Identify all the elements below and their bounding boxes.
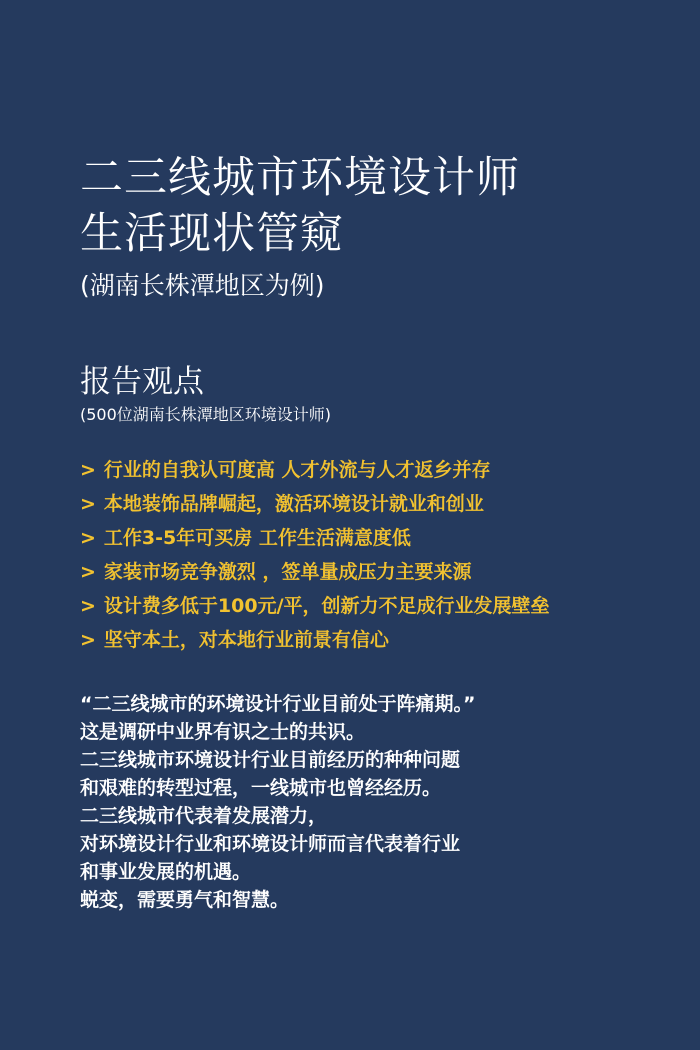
key-point-text: 行业的自我认可度高 人才外流与人才返乡并存 [103, 459, 491, 481]
key-point-text: 本地装饰品牌崛起，激活环境设计就业和创业 [103, 493, 484, 515]
quote-line: 二三线城市代表着发展潜力， [80, 805, 328, 827]
key-point [80, 521, 550, 555]
arrow-bullet-icon: > [80, 629, 96, 651]
key-point-text: 设计费多低于100元/平，创新力不足成行业发展壁垒 [103, 595, 550, 617]
arrow-bullet-icon: > [80, 493, 96, 515]
key-point-text: 家装市场竞争激烈 ，签单量成压力主要来源 [103, 561, 472, 583]
quote-line: 蜕变，需要勇气和智慧。 [80, 889, 290, 911]
quote-line: “二三线城市的环境设计行业目前处于阵痛期。” [80, 693, 476, 715]
section-heading: 报告观点 [80, 364, 204, 400]
title-line-2: 生活现状管窥 [80, 209, 344, 259]
key-point [80, 453, 550, 487]
quote-paragraph [80, 690, 475, 914]
quote-line: 对环境设计行业和环境设计师而言代表着行业 [80, 833, 461, 855]
key-point-text: 坚守本土，对本地行业前景有信心 [103, 629, 389, 651]
quote-line: 和事业发展的机遇。 [80, 861, 252, 883]
quote-line: 这是调研中业界有识之士的共识。 [80, 721, 366, 743]
section-subheading: (500位湖南长株潭地区环境设计师) [80, 405, 332, 424]
arrow-bullet-icon: > [80, 595, 96, 617]
key-point-text: 工作3-5年可买房 工作生活满意度低 [103, 527, 411, 549]
key-point [80, 623, 550, 657]
title-line-1: 二三线城市环境设计师 [80, 153, 520, 203]
key-point [80, 487, 550, 521]
key-point [80, 555, 550, 589]
key-points-list [80, 453, 550, 657]
report-title [80, 150, 520, 262]
key-point [80, 589, 550, 623]
report-subtitle: (湖南长株潭地区为例) [80, 271, 325, 300]
arrow-bullet-icon: > [80, 561, 96, 583]
quote-line: 二三线城市环境设计行业目前经历的种种问题 [80, 749, 461, 771]
arrow-bullet-icon: > [80, 527, 96, 549]
quote-line: 和艰难的转型过程，一线城市也曾经经历。 [80, 777, 442, 799]
arrow-bullet-icon: > [80, 459, 96, 481]
